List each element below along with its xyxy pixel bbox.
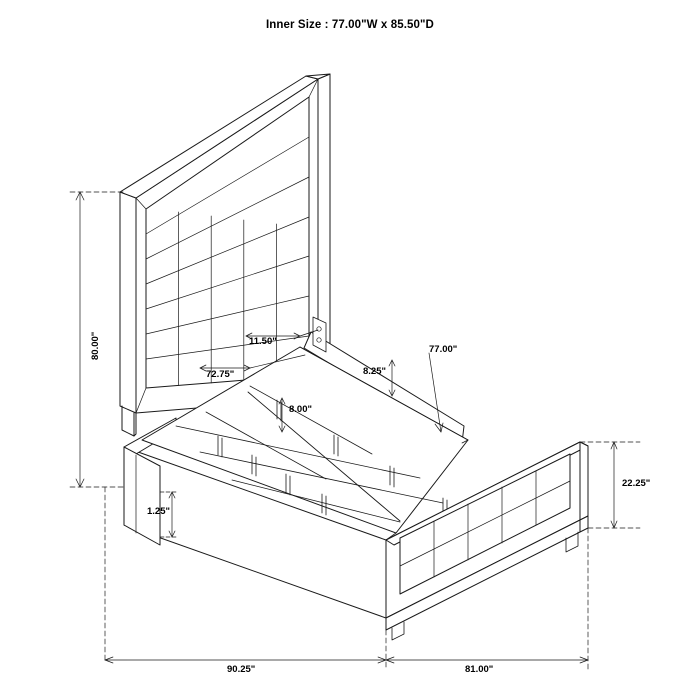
dim-label-headboard-width: 72.75" <box>206 369 235 380</box>
dim-overall-height <box>76 192 84 487</box>
dim-label-slat-height: 8.00" <box>289 404 312 415</box>
dim-label-side-rail-height: 8.25" <box>363 366 386 377</box>
dim-footboard-height <box>611 442 617 528</box>
dim-label-footboard-height: 22.25" <box>622 478 651 489</box>
dim-label-overall-height: 80.00" <box>90 331 101 360</box>
dim-label-rail-offset: 11.50" <box>249 336 277 347</box>
dim-label-overall-width: 81.00" <box>465 664 494 675</box>
page-title: Inner Size : 77.00"W x 85.50"D <box>266 19 434 31</box>
dim-label-inner-width: 77.00" <box>429 344 458 355</box>
dim-label-overall-depth: 90.25" <box>227 664 256 675</box>
dim-label-clearance: 1.25" <box>147 506 170 517</box>
dim-overall-depth <box>105 657 386 663</box>
dim-overall-width <box>386 657 588 663</box>
